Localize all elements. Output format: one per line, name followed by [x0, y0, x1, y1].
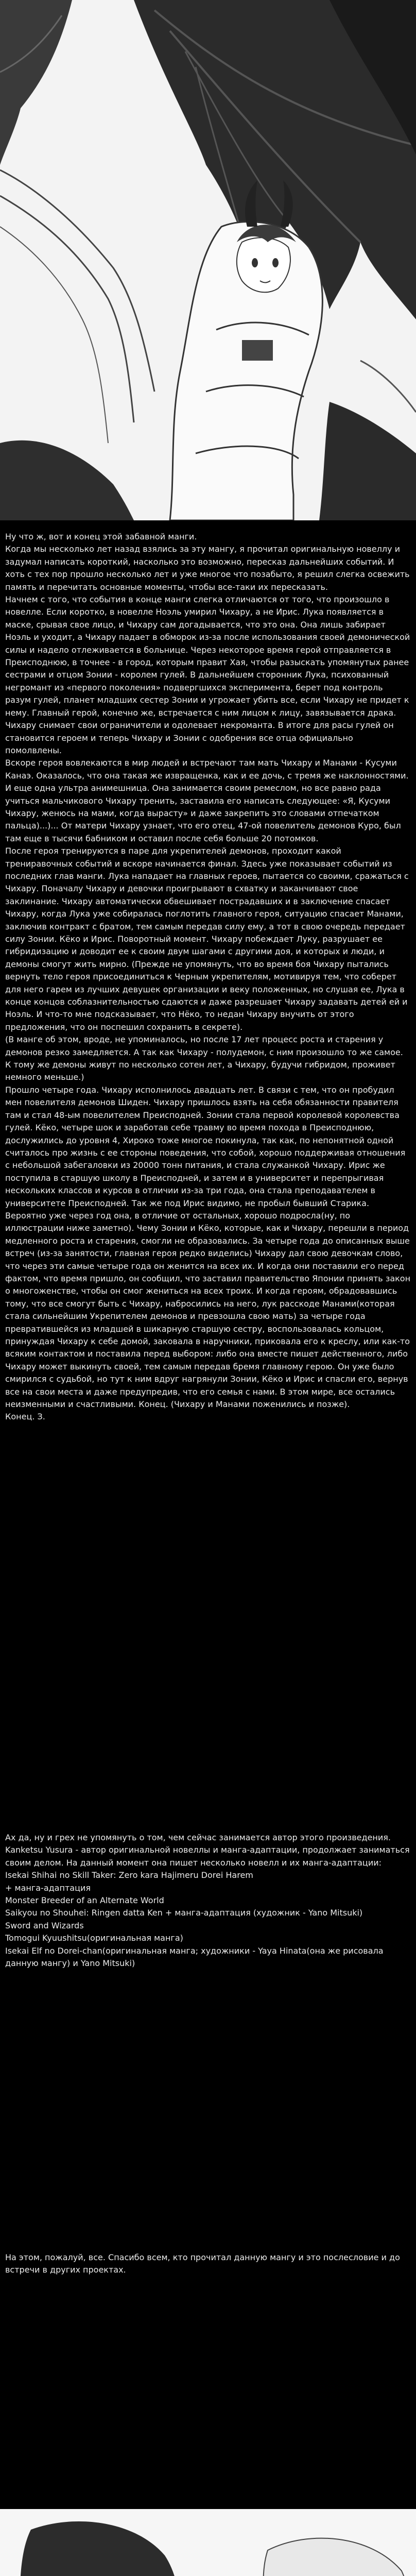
- afterword-paragraph: Когда мы несколько лет назад взялись за эту мангу, я прочитал оригинальную новеллу и задумал написать короткий, насколько это возможно, пересказ дальнейших событий. И хоть с тех пор прошло несколько лет и уже многое что позабыто, я решил слегка освежить память и перечитать основные моменты, чтобы все-таки их пересказать.: [5, 544, 412, 592]
- afterword-paragraph: После героя тренируются в паре для укрепителей демонов, проходит какой трениравочных событий и вскоре начинается финал. Здесь уже показывает событий из последних глав манги. Лука нападает на главных героев, пытается со своими, сражаться с Чихару. Поначалу Чихару и девочки проигрывают в схватку и заканчивают свое заклинание. Чихару автоматически обвешивает пострадавших и в заключение спасает Чихару, когда Лука уже собиралась поглотить главного героя, ситуацию спасает Манами, заключив контракт с братом, тем самым передав силу ему, а тот в свою очередь передает силу Зонии. Кёко и Ирис. Поворотный момент. Чихару побеждает Луку, разрушает ее гибридизацию и доводит ее к своим двум шагами с другими доя, и которых и люди, и демоны смогут жить мирно. (Прежде не упомянуть, что во время боя Чихару пытались вернуть тело героя присоединиться к Черным укрепителям, мотивируя тем, что соберет для него гарем из лучших девушек организации и веку положенных, но слушая ее, Лука в конце концов соблазнительностью сдаются и даже разрешает Чихару задавать детей ей и Ноэль. И что-то мне подсказывает, что Нёко, то недан Чихару внучить от этого предложения, что он поспешил сохранить в секрете).: [5, 846, 411, 1032]
- credits-work-title: Saikyou no Shouhei: Ringen datta Ken + манга-адаптация (художник - Yano Mitsuki): [5, 1908, 363, 1918]
- afterword-paragraph: Прошло четыре года. Чихару исполнилось двадцать лет. В связи с тем, что он пробудил мен повелителя демонов Шиден. Чихару пришлось взять на себя обязанности правителя там и стал 48-ым повелителем Преисподней. Зонии стала первой королевой королевства гулей. Кёко, четыре шок и заработав себе травму во время похода в Преисподнюю, дослужились до уровня 4, Хироко тоже многое покинула, так как, по непонятной одной считалось про жизнь с ее стороны поведения, что собой, хорошо поддерживая отношения с небольшой забегаловки из 20000 тонн питания, и стала служанкой Чихару. Ирис же поступила в старшую школу в Преисподней, и затем и в университет и перепрыгивая нескольких классов и курсов в отличии из-за три года, она стала преподавателем в университете Преисподней. Так же под Ирис видимо, не пробыл бывший Старика. Вероятно уже через год она, в отличие от остальных, хорошо подросла(ну, по иллюстрации ниже заметно). Чему Зонии и Кёко, которые, как и Чихару, перешли в период медленного роста и старения, смогли не образовались. За четыре года до описанных выше встреч (из-за занятости, главная героя редко виделись) Чихару дал свою девочкам слово, что через эти самые четыре года он женится на всех их. И когда они поставили его перед фактом, что время пришло, он сообщил, что заставил правительство Японии принять закон о многоженстве, чтобы он смог жениться на всех троих. И когда героям, обрадовавшись тому, что все смогут быть с Чихару, набросились на него, лук расскоде Манами(которая стала сильнейшим Укрепителем демонов и превзошла свою мать) за четыре года превратившейся из младшей в шикарную старшую сестру, воспользовалась кольцом, принуждая Чихару к себе домой, заковала в наручники, приковала его к креслу, или как-то всяким контактом и поставила перед выбором: либо она вместе пишет действенного, либо Чихару может выкинуть своей, тем самым передав бремя главному герою. Он уже было смирился с судьбой, но тут к ним вдруг нагрянули Зонии, Кёко и Ирис и спасли его, вернув все на свои места и даже предупредив, что его семья с нами. В этом мире, все остались неизменными и счастливыми. Конец. (Чихару и Манами поженились и позже).: [5, 1084, 413, 1410]
- afterword-paragraph: Начнем с того, что события в конце манги слегка отличаются от того, что произошло в новелле. Если коротко, в новелле Ноэль умирил Чихару, а не Ирис. Лука появляется в маске, срывая свое лицо, и Чихару сам догадывается, что это она. Она лишь забирает Ноэль и уходит, а Чихару падает в обморок из-за после использования своей демонической силы и надело отлеживается в больнице. Через некоторое время герой отправляется в Преисподнюю, в точнее - в город, которым правит Хая, чтобы разыскать упомянутых ранее сестрами и отцом Зонии - королем гулей. В дальнейшем сторонник Лукa, психованный негромант из «первого поколения» подвергшихся эксперимента, берет под контроль разум гулей, планет младших сестер Зонии и угрожает убить все, если Чихару не придет к нему. Главный герой, конечно же, встречается с ним лицом к лицу, завязывается драка. Чихару снимает свои ограничители и одолевает некроманта. В итоге для расы гулей он становится героем и теперь Чихару и Зонии с одобрения все отца официально помолвлены.: [5, 595, 413, 755]
- afterword-paragraph: Вскоре героя вовлекаются в мир людей и встречают там мать Чихару и Манами - Кусуми Канаэ. Оказалось, что она такая же извращенка, как и ее дочь, с тремя же наклонностями. И еще одна ультра анимешница. Она занимается своим ремеслом, но все равно рада учиться мальчикового Чихару тренить, заставила его написать следующее: «Я, Кусуми Чихару, женюсь на мами, когда вырасту» и даже закрепить это словами отпечатком пальца)...)... От матери Чихару узнает, что его отец, 47-ой повелитель демонов Куро, был там еще в тысячи бабником и оставил после себя больше 20 потомков.: [5, 758, 411, 843]
- credits-work-title: Tomogui Kyuushitsu(оригинальная манга): [5, 1933, 183, 1943]
- bottom-illustration: [0, 2509, 416, 2576]
- closing-section: [5, 2251, 411, 2277]
- afterword-section: [5, 531, 411, 1423]
- closing-paragraph: На этом, пожалуй, все. Спасибо всем, кто прочитал данную мангу и это послесловие и до встречи в других проектах.: [5, 2252, 403, 2275]
- credits-work-title: Isekai Shihai no Skill Taker: Zero kara Hajimeru Dorei Harem: [5, 1870, 253, 1880]
- author-works-section: [5, 1832, 411, 1970]
- afterword-paragraph: Конец. З.: [5, 1412, 45, 1422]
- top-illustration: [0, 0, 416, 520]
- credits-work-title: Sword and Wizards: [5, 1920, 84, 1930]
- credits-paragraph: Ах да, ну и грех не упомянуть о том, чем сейчас занимается автор этого произведения.: [5, 1833, 391, 1842]
- credits-paragraph: Kanketsu Yusura - автор оригинальной новеллы и манга-адаптации, продолжает заниматься своим делом. На данный момент она пишет несколько новелл и их манга-адаптации:: [5, 1845, 412, 1868]
- credits-work-title: + манга-адаптация: [5, 1883, 91, 1893]
- afterword-paragraph: Ну что ж, вот и конец этой забавной манги.: [5, 532, 197, 541]
- afterword-paragraph: (В манге об этом, вроде, не упоминалось, но после 17 лет процесс роста и старения у демонов резко замедляется. А так как Чихару - полудемон, с ним произошло то же самое. К тому же демоны живут по несколько сотен лет, а Чихару, будучи гибридом, проживет немного меньше.): [5, 1035, 406, 1082]
- credits-work-title: Isekai Elf no Dorei-chan(оригинальная манга; художники - Yaya Hinata(она же рисовала данную мангу) и Yano Mitsuki): [5, 1945, 386, 1969]
- winged-character-illustration: [0, 0, 416, 520]
- three-girls-illustration: [0, 2509, 416, 2576]
- credits-work-title: Monster Breeder of an Alternate World: [5, 1895, 164, 1906]
